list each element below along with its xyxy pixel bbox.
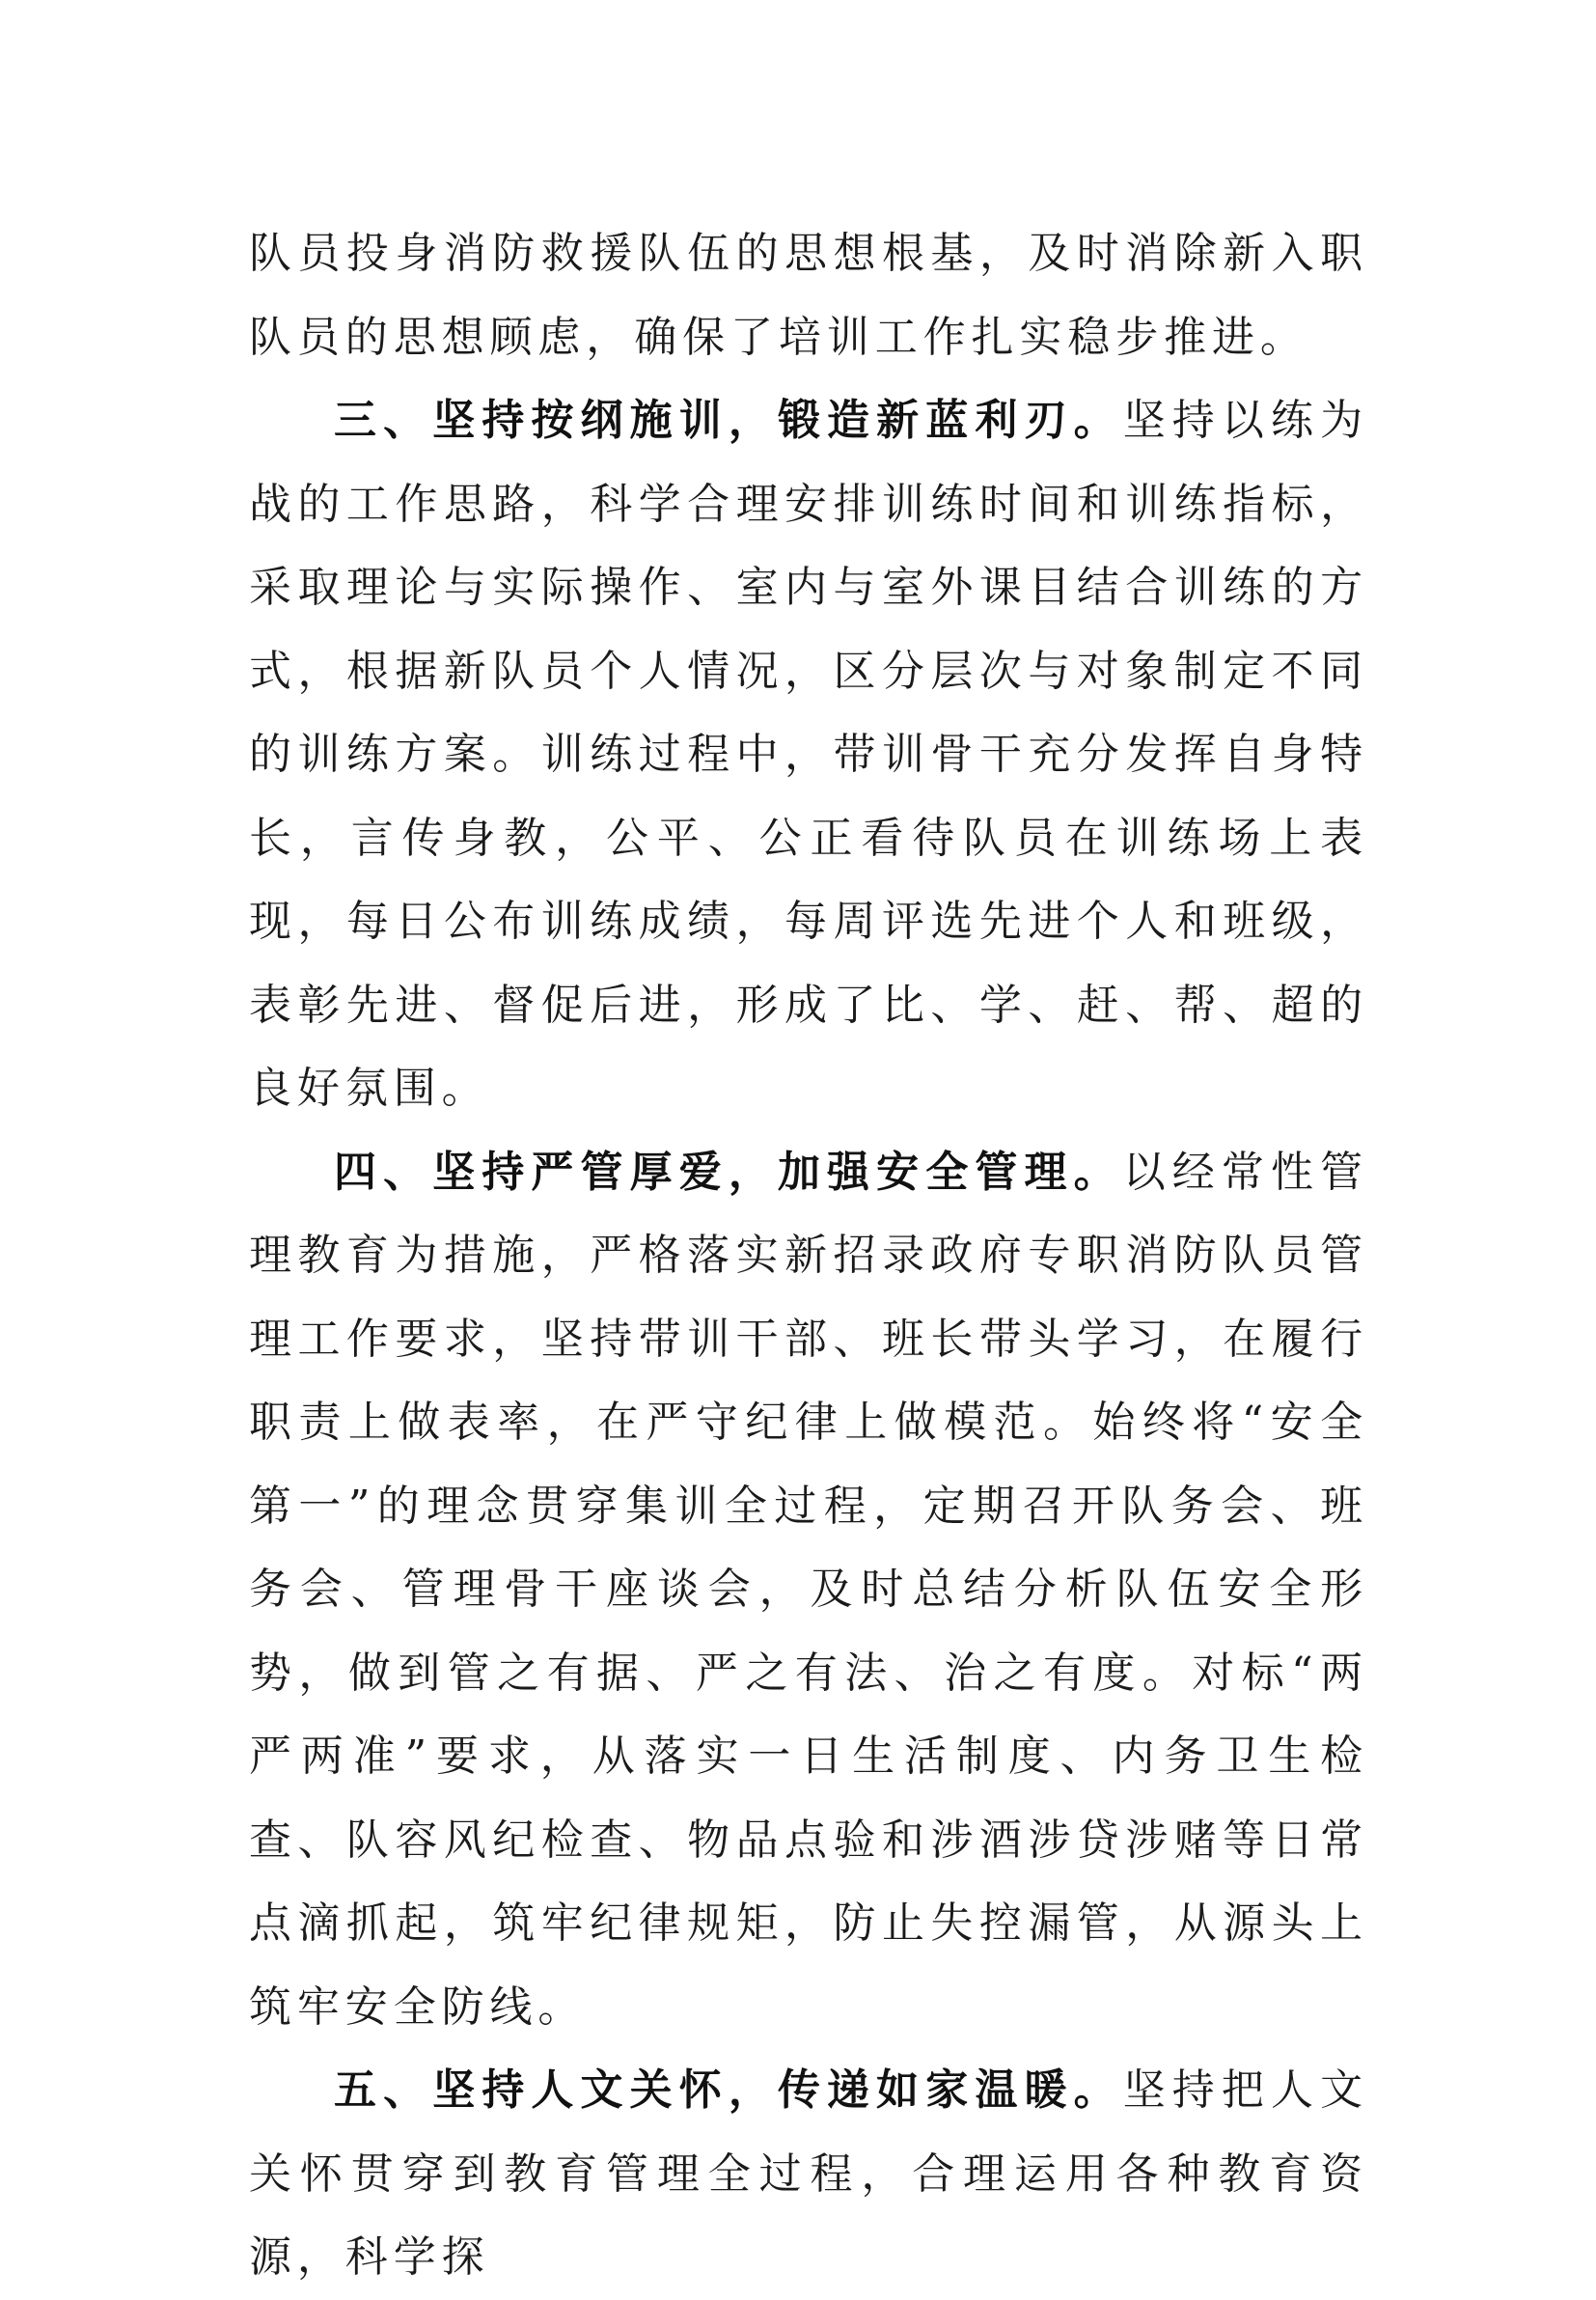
paragraph-section-4 [249,1131,1368,2050]
section-heading: 五、坚持人文关怀，传递如家温暖。 [334,2065,1123,2115]
section-heading: 四、坚持严管厚爱，加强安全管理。 [334,1147,1123,1197]
document-page [249,212,1368,2300]
paragraph-section-3 [249,379,1368,1131]
paragraph-body: 队员投身消防救援队伍的思想根基，及时消除新入职队员的思想顾虑，确保了培训工作扎实稳步推进。 [249,229,1368,362]
paragraph-continuation [249,212,1368,379]
paragraph-section-5 [249,2049,1368,2300]
paragraph-body: 坚持把人文关怀贯穿到教育管理全过程，合理运用各种教育资源，科学探 [249,2065,1369,2282]
paragraph-body: 以经常性管理教育为措施，严格落实新招录政府专职消防队员管理工作要求，坚持带训干部、班长带头学习，在履行职责上做表率，在严守纪律上做模范。始终将“安全第一”的理念贯穿集训全过程，定期召开队务会、班务会、管理骨干座谈会，及时总结分析队伍安全形势，做到管之有据、严之有法、治之有度。对标“两严两准”要求，从落实一日生活制度、内务卫生检查、队容风纪检查、物品点验和涉酒涉贷涉赌等日常点滴抓起，筑牢纪律规矩，防止失控漏管，从源头上筑牢安全防线。 [249,1147,1369,2032]
paragraph-body: 坚持以练为战的工作思路，科学合理安排训练时间和训练指标，采取理论与实际操作、室内与室外课目结合训练的方式，根据新队员个人情况，区分层次与对象制定不同的训练方案。训练过程中，带训骨干充分发挥自身特长，言传身教，公平、公正看待队员在训练场上表现，每日公布训练成绩，每周评选先进个人和班级，表彰先进、督促后进，形成了比、学、赶、帮、超的良好氛围。 [249,396,1369,1113]
section-heading: 三、坚持按纲施训，锻造新蓝利刃。 [334,396,1123,445]
